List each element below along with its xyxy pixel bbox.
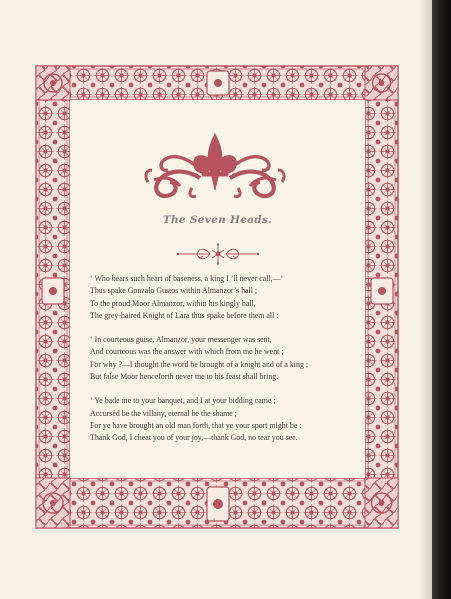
stanza-1 — [90, 273, 365, 322]
stanza-3 — [90, 395, 365, 444]
verse-line: ‘ In courteous guise, Almanzor, your messenger was sent, — [90, 335, 272, 345]
verse-line: Thus spake Gonzalo Gustos within Almanzor’s hall ; — [90, 286, 258, 296]
divider-flourish — [176, 242, 260, 266]
page-number: 4 — [212, 518, 215, 524]
verse-line: But false Moor henceforth never me to his feast shall bring. — [90, 372, 279, 382]
verse-line: The grey-haired Knight of Lara thus spake before them all : — [90, 310, 279, 320]
poem-body — [90, 273, 365, 457]
verse-line: ‘ Ye bade me to your banquet, and I at your bidding came ; — [90, 396, 276, 406]
verse-line: Accursèd be the villany, eternal be the shame ; — [90, 408, 237, 418]
verse-line: To the proud Moor Almanzor, within his kingly hall, — [90, 298, 256, 308]
fleur-de-lis-ornament — [140, 130, 290, 202]
verse-line: ‘ Who bears such heart of baseness, a king I ’ll never call,—’ — [90, 274, 284, 283]
verse-line: Thank God, I cheat you of your joy,—thank God, no tear you see. — [90, 433, 298, 443]
book-edge — [432, 0, 451, 599]
stanza-2 — [90, 334, 365, 383]
verse-line: For why ?—I thought the word be brought of a knight and of a king ; — [90, 359, 309, 369]
verse-line: For ye have brought an old man forth, that ye your sport might be : — [90, 420, 302, 430]
verse-line: And courteous was the answer with which from me he went ; — [90, 347, 284, 357]
poem-title: The Seven Heads. — [162, 214, 273, 226]
